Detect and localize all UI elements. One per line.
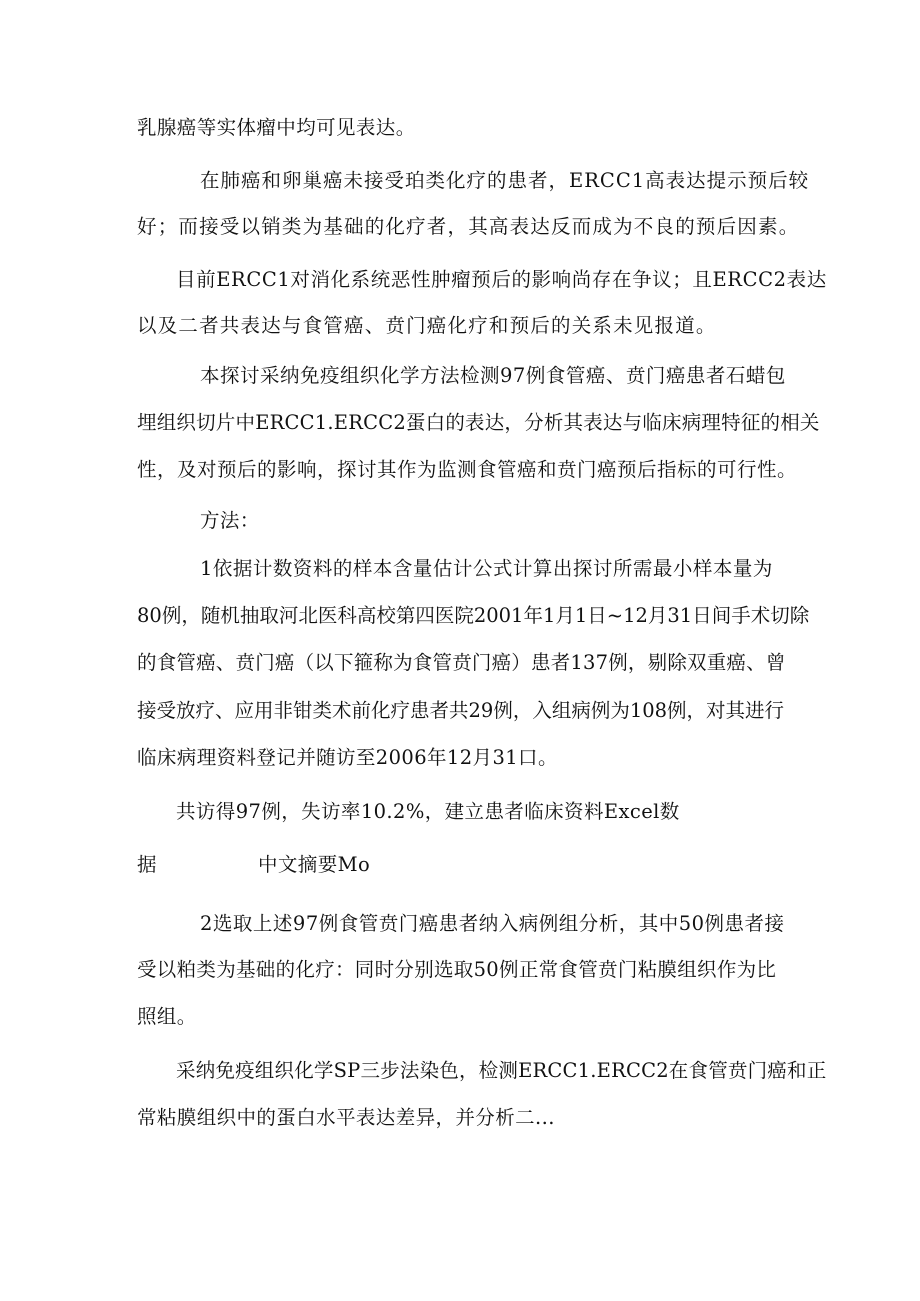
text-line: 目前ERCC1对消化系统恶性肿瘤预后的影响尚存在争议；且ERCC2表达 (176, 268, 827, 291)
text-line: 以及二者共表达与食管癌、贲门癌化疗和预后的关系未见报道。 (137, 314, 717, 337)
text-line: 性，及对预后的影响，探讨其作为监测食管癌和贲门癌预后指标的可行性。 (137, 458, 798, 481)
text-line: 常粘膜组织中的蛋白水平表达差异，并分析二... (137, 1106, 555, 1129)
text-line: 好；而接受以销类为基础的化疗者，其高表达反而成为不良的预后因素。 (137, 215, 800, 238)
text-line: 80例，随机抽取河北医科高校第四医院2001年1月1日~12月31日间手术切除 (137, 604, 810, 627)
text-line: 共访得97例，失访率10.2%，建立患者临床资料Excel数 (176, 800, 680, 823)
text-line: 乳腺癌等实体瘤中均可见表达。 (137, 116, 416, 139)
text-line: 2选取上述97例食管贲门癌患者纳入病例组分析，其中50例患者接 (200, 912, 785, 935)
text-line: 本探讨采纳免疫组织化学方法检测97例食管癌、贲门癌患者石蜡包 (200, 364, 786, 387)
text-line: 临床病理资料登记并随访至2006年12月31口。 (137, 746, 558, 769)
text-line: 采纳免疫组织化学SP三步法染色，检测ERCC1.ERCC2在食管贲门癌和正 (176, 1059, 827, 1082)
text-line: 据 (137, 853, 157, 876)
text-line: 照组。 (137, 1005, 197, 1028)
text-line: 的食管癌、贲门癌（以下箍称为食管贲门癌）患者137例，剔除双重癌、曾 (137, 651, 786, 674)
text-line: 中文摘要Mo (258, 853, 371, 876)
text-line: 在肺癌和卵巢癌未接受珀类化疗的患者，ERCC1高表达提示预后较 (200, 169, 810, 192)
text-line: 1依据计数资料的样本含量估计公式计算出探讨所需最小样本量为 (200, 557, 773, 580)
text-line: 方法： (200, 509, 260, 532)
text-line: 埋组织切片中ERCC1.ERCC2蛋白的表达，分析其表达与临床病理特征的相关 (137, 411, 820, 434)
text-line: 受以粕类为基础的化疗：同时分别选取50例正常食管贲门粘膜组织作为比 (137, 958, 777, 981)
text-line: 接受放疗、应用非钳类术前化疗患者共29例，入组病例为108例，对其进行 (137, 699, 785, 722)
